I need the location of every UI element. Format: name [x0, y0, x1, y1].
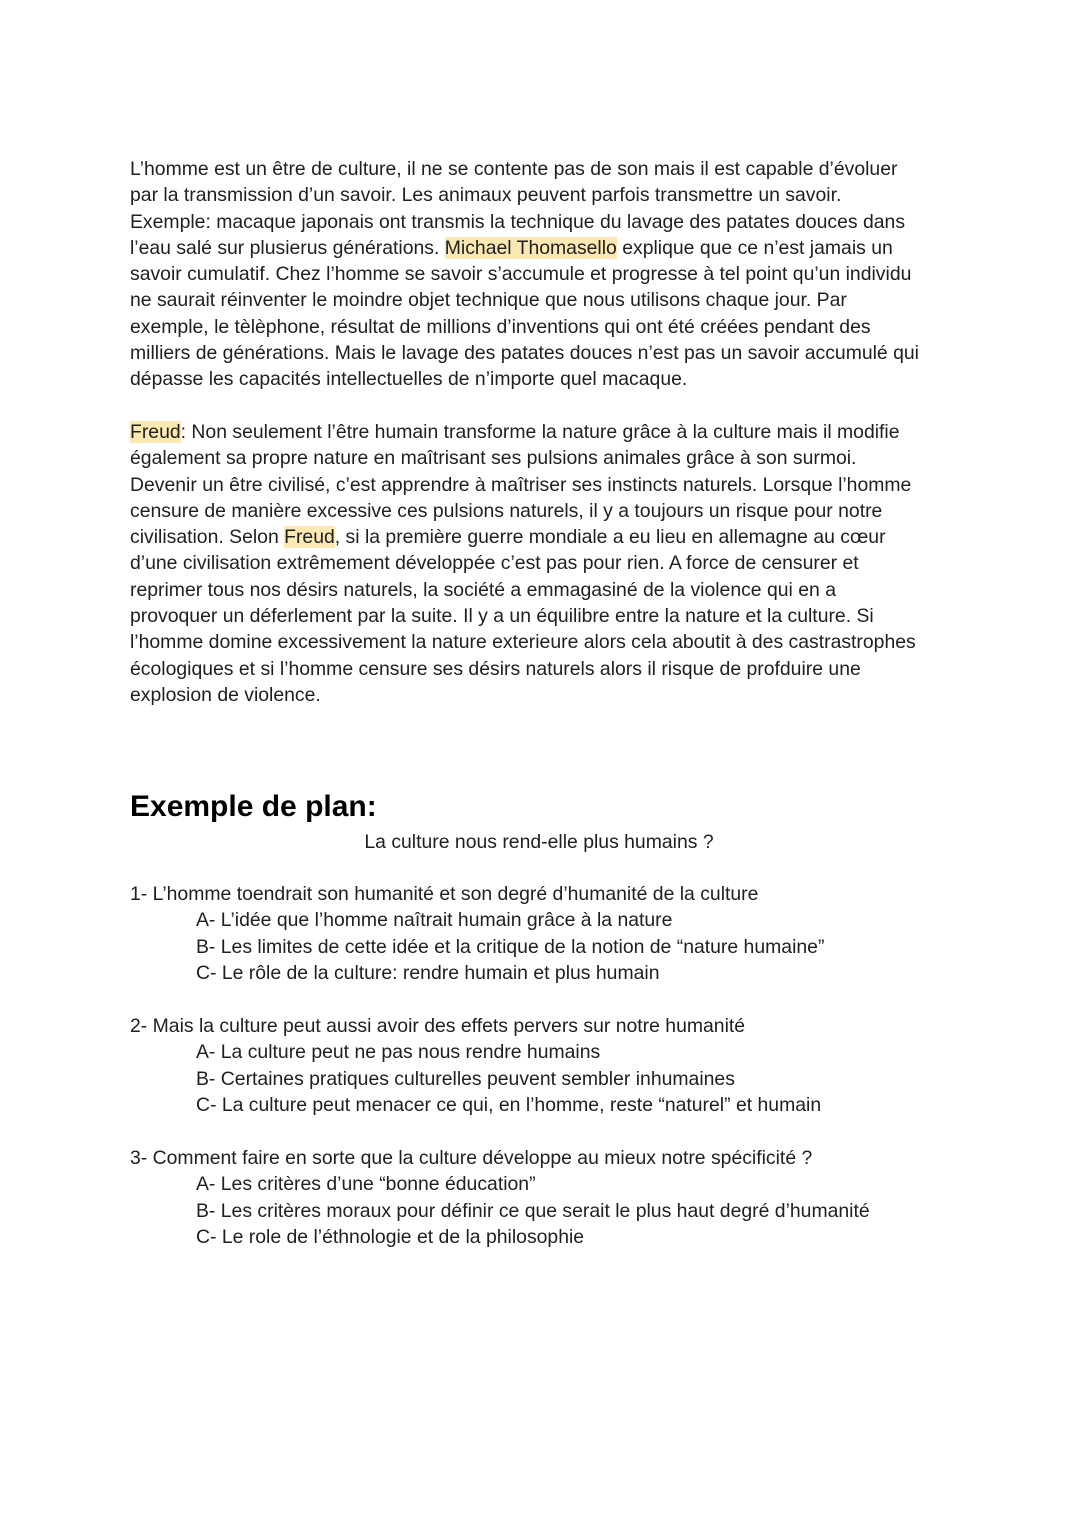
text-segment: l’eau salé sur plusierus générations. [130, 236, 445, 259]
text-line: également sa propre nature en maîtrisant ses pulsions animales grâce à son surmoi. [130, 447, 857, 470]
paragraph-cumulative-knowledge [130, 156, 960, 393]
text-line: censure de manière excessive ces pulsions naturels, il y a toujours un risque pour notre [130, 499, 883, 522]
plan-subtitle: La culture nous rend-elle plus humains ? [364, 831, 714, 853]
highlighted-name-freud: Freud [284, 526, 335, 549]
text-segment: civilisation. Selon [130, 526, 285, 549]
text-line: l’homme domine excessivement la nature exterieure alors cela aboutit à des castrastrophes [130, 631, 916, 654]
plan-subitem: B- Certaines pratiques culturelles peuvent sembler inhumaines [196, 1067, 735, 1090]
text-line [130, 419, 960, 445]
text-line [130, 524, 960, 550]
paragraph-freud [130, 419, 960, 708]
plan-subitem: C- Le rôle de la culture: rendre humain et plus humain [196, 961, 660, 984]
plan-subitem: A- La culture peut ne pas nous rendre humains [196, 1041, 601, 1064]
plan-subitem: B- Les critères moraux pour définir ce que serait le plus haut degré d’humanité [196, 1199, 870, 1222]
text-line: exemple, le tèlèphone, résultat de millions d’inventions qui ont été créées pendant des [130, 315, 871, 338]
text-line: d’une civilisation extrêmement développée c’est pas pour rien. A force de censurer et [130, 552, 859, 575]
text-line: savoir cumulatif. Chez l’homme se savoir s’accumule et progresse à tel point qu’un individu [130, 263, 912, 286]
text-segment: : Non seulement l’être humain transforme la nature grâce à la culture mais il modifie [180, 421, 900, 443]
plan-subitem: A- L’idée que l’homme naîtrait humain grâce à la nature [196, 909, 673, 932]
text-line: L’homme est un être de culture, il ne se contente pas de son mais il est capable d’évoluer [130, 158, 898, 180]
text-line: explosion de violence. [130, 683, 321, 706]
text-line: dépasse les capacités intellectuelles de n’importe quel macaque. [130, 368, 688, 391]
plan-subitem: B- Les limites de cette idée et la critique de la notion de “nature humaine” [196, 935, 825, 958]
text-segment: explique que ce n’est jamais un [616, 236, 893, 259]
highlighted-name-freud: Freud [130, 421, 181, 443]
text-line: écologiques et si l’homme censure ses désirs naturels alors il risque de profduire une [130, 657, 861, 680]
text-line: Exemple: macaque japonais ont transmis la technique du lavage des patates douces dans [130, 210, 906, 233]
plan-subitem: C- Le role de l’éthnologie et de la philosophie [196, 1225, 585, 1248]
plan-section-title: 2- Mais la culture peut aussi avoir des effets pervers sur notre humanité [130, 1015, 746, 1037]
text-line: reprimer tous nos désirs naturels, la société a emmagasiné de la violence qui en a [130, 578, 836, 601]
text-line: provoquer un déferlement par la suite. Il y a un équilibre entre la nature et la culture. Si [130, 605, 874, 628]
plan-section-3 [130, 1145, 990, 1250]
plan-section-title: 3- Comment faire en sorte que la culture développe au mieux notre spécificité ? [130, 1147, 813, 1169]
text-line: ne saurait réinventer le moindre objet technique que nous utilisons chaque jour. Par [130, 289, 847, 312]
plan-section-2 [130, 1013, 990, 1118]
plan-subitem: A- Les critères d’une “bonne éducation” [196, 1173, 536, 1196]
plan-section-title: 1- L’homme toendrait son humanité et son degré d’humanité de la culture [130, 883, 759, 905]
text-line: par la transmission d’un savoir. Les animaux peuvent parfois transmettre un savoir. [130, 184, 842, 207]
plan-subitem: C- La culture peut menacer ce qui, en l’homme, reste “naturel” et humain [196, 1093, 822, 1116]
text-line [130, 235, 960, 261]
highlighted-name-thomasello: Michael Thomasello [444, 236, 617, 259]
text-line: milliers de générations. Mais le lavage des patates douces n’est pas un savoir accumulé qui [130, 342, 919, 365]
text-segment: , si la première guerre mondiale a eu lieu en allemagne au cœur [334, 526, 886, 549]
plan-heading: Exemple de plan: [130, 790, 377, 823]
plan-section-1 [130, 881, 990, 986]
text-line: Devenir un être civilisé, c’est apprendre à maîtriser ses instincts naturels. Lorsque l’homme [130, 473, 912, 496]
